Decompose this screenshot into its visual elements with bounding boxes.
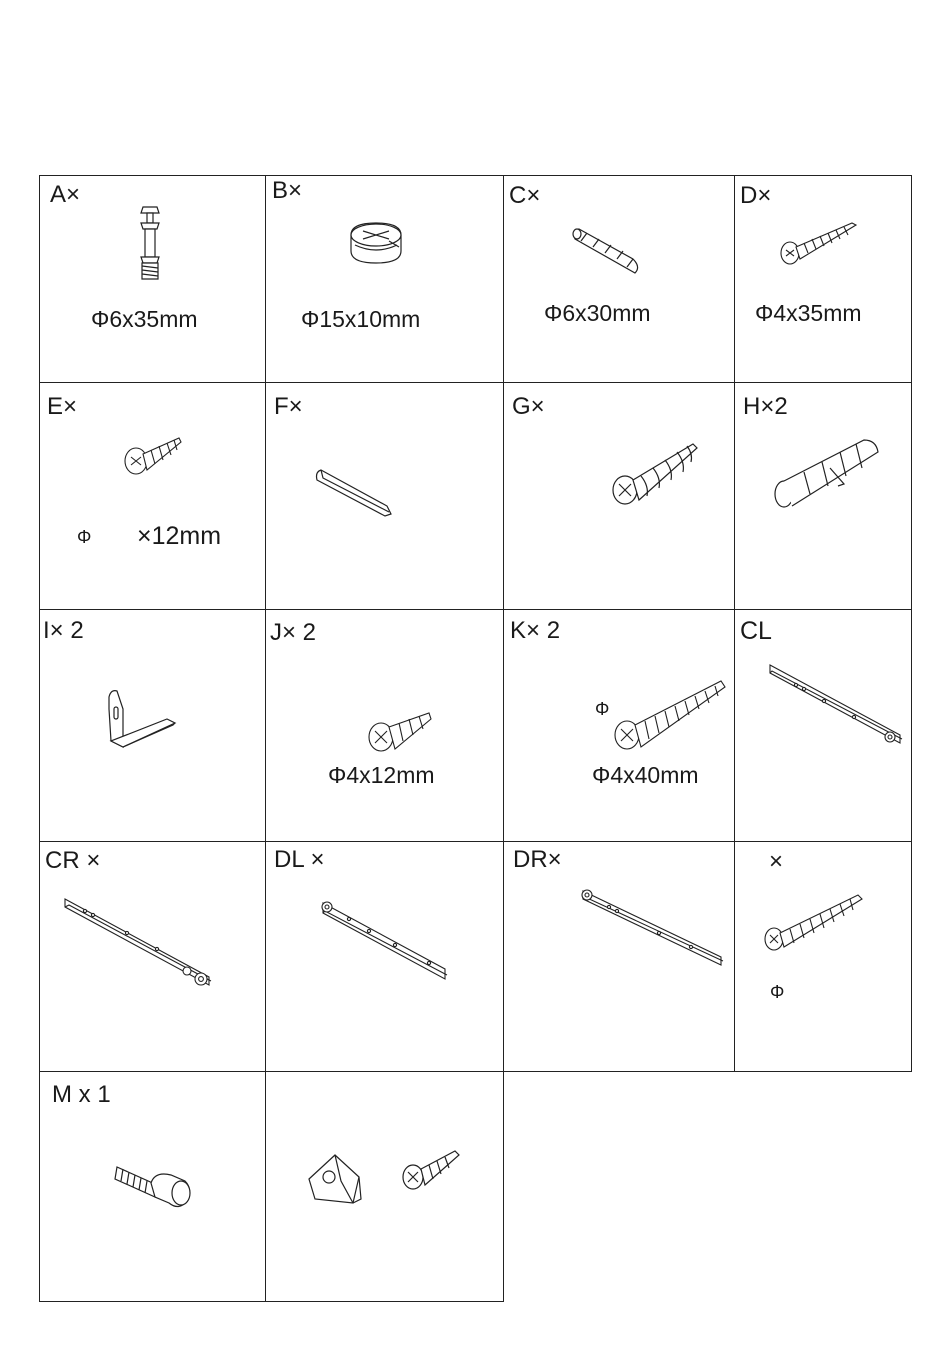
part-cell-dr	[503, 841, 734, 1071]
part-label: F×	[274, 393, 303, 420]
part-size: Φ4x40mm	[592, 762, 699, 788]
part-size: Φ6x35mm	[91, 306, 198, 332]
part-label: CR ×	[45, 847, 101, 874]
part-size: ×12mm	[137, 522, 222, 550]
wooden-rod-icon	[265, 382, 503, 609]
wood-screw-icon	[734, 175, 911, 382]
part-label: M x 1	[52, 1081, 111, 1108]
part-label: C×	[509, 182, 541, 209]
part-label: D×	[740, 182, 772, 209]
coarse-screw-icon	[503, 382, 734, 609]
part-size: Φ4x35mm	[755, 300, 862, 326]
part-cell-d	[734, 175, 911, 382]
part-label: A×	[50, 181, 81, 208]
part-label: ×	[769, 848, 784, 875]
short-screw-icon	[39, 382, 265, 609]
grid-line	[911, 175, 912, 1072]
part-cell-j	[265, 609, 503, 841]
part-label: E×	[47, 393, 78, 420]
parts-table	[39, 175, 912, 1302]
part-size: Φ15x10mm	[301, 306, 421, 332]
part-cell-f	[265, 382, 503, 609]
part-cell-cr	[39, 841, 265, 1071]
part-label: DL ×	[274, 846, 325, 873]
cabinet-rail-right-icon	[503, 841, 734, 1071]
part-cell-cl	[734, 609, 911, 841]
phi-symbol: Φ	[595, 699, 610, 719]
part-cell-b	[265, 175, 503, 382]
l-bracket-icon	[39, 609, 265, 841]
cam-bolt-icon	[39, 175, 265, 382]
part-label: I× 2	[43, 617, 84, 644]
grid-line	[39, 1301, 504, 1302]
phi-symbol: Φ	[77, 527, 92, 547]
part-cell-i	[39, 609, 265, 841]
part-label: CL	[740, 617, 772, 645]
part-size: Φ6x30mm	[544, 300, 651, 326]
part-cell-h	[734, 382, 911, 609]
part-cell-e	[39, 382, 265, 609]
part-label: K× 2	[510, 617, 561, 644]
part-cell-c	[503, 175, 734, 382]
part-label: J× 2	[270, 619, 317, 646]
corner-block-and-screw-icon	[265, 1071, 503, 1301]
part-cell-dl	[265, 841, 503, 1071]
cabinet-rail-left-icon	[265, 841, 503, 1071]
part-label: H×2	[743, 393, 788, 420]
part-cell-x	[734, 841, 911, 1071]
pan-screw-icon	[265, 609, 503, 841]
phi-symbol: Φ	[770, 982, 785, 1002]
part-cell-n	[265, 1071, 503, 1301]
long-screw-icon	[503, 609, 734, 841]
wood-dowel-icon	[503, 175, 734, 382]
part-label: DR×	[513, 846, 562, 873]
drawer-rail-left-icon	[734, 609, 911, 841]
cam-lock-icon	[265, 175, 503, 382]
adjustable-foot-icon	[39, 1071, 265, 1301]
part-label: B×	[272, 177, 303, 204]
rail-screw-icon	[734, 841, 911, 1071]
wall-plug-icon	[734, 382, 911, 609]
drawer-rail-right-icon	[39, 841, 265, 1071]
part-size: Φ4x12mm	[328, 762, 435, 788]
part-label: G×	[512, 393, 545, 420]
part-cell-a	[39, 175, 265, 382]
part-cell-m	[39, 1071, 265, 1301]
part-cell-k	[503, 609, 734, 841]
